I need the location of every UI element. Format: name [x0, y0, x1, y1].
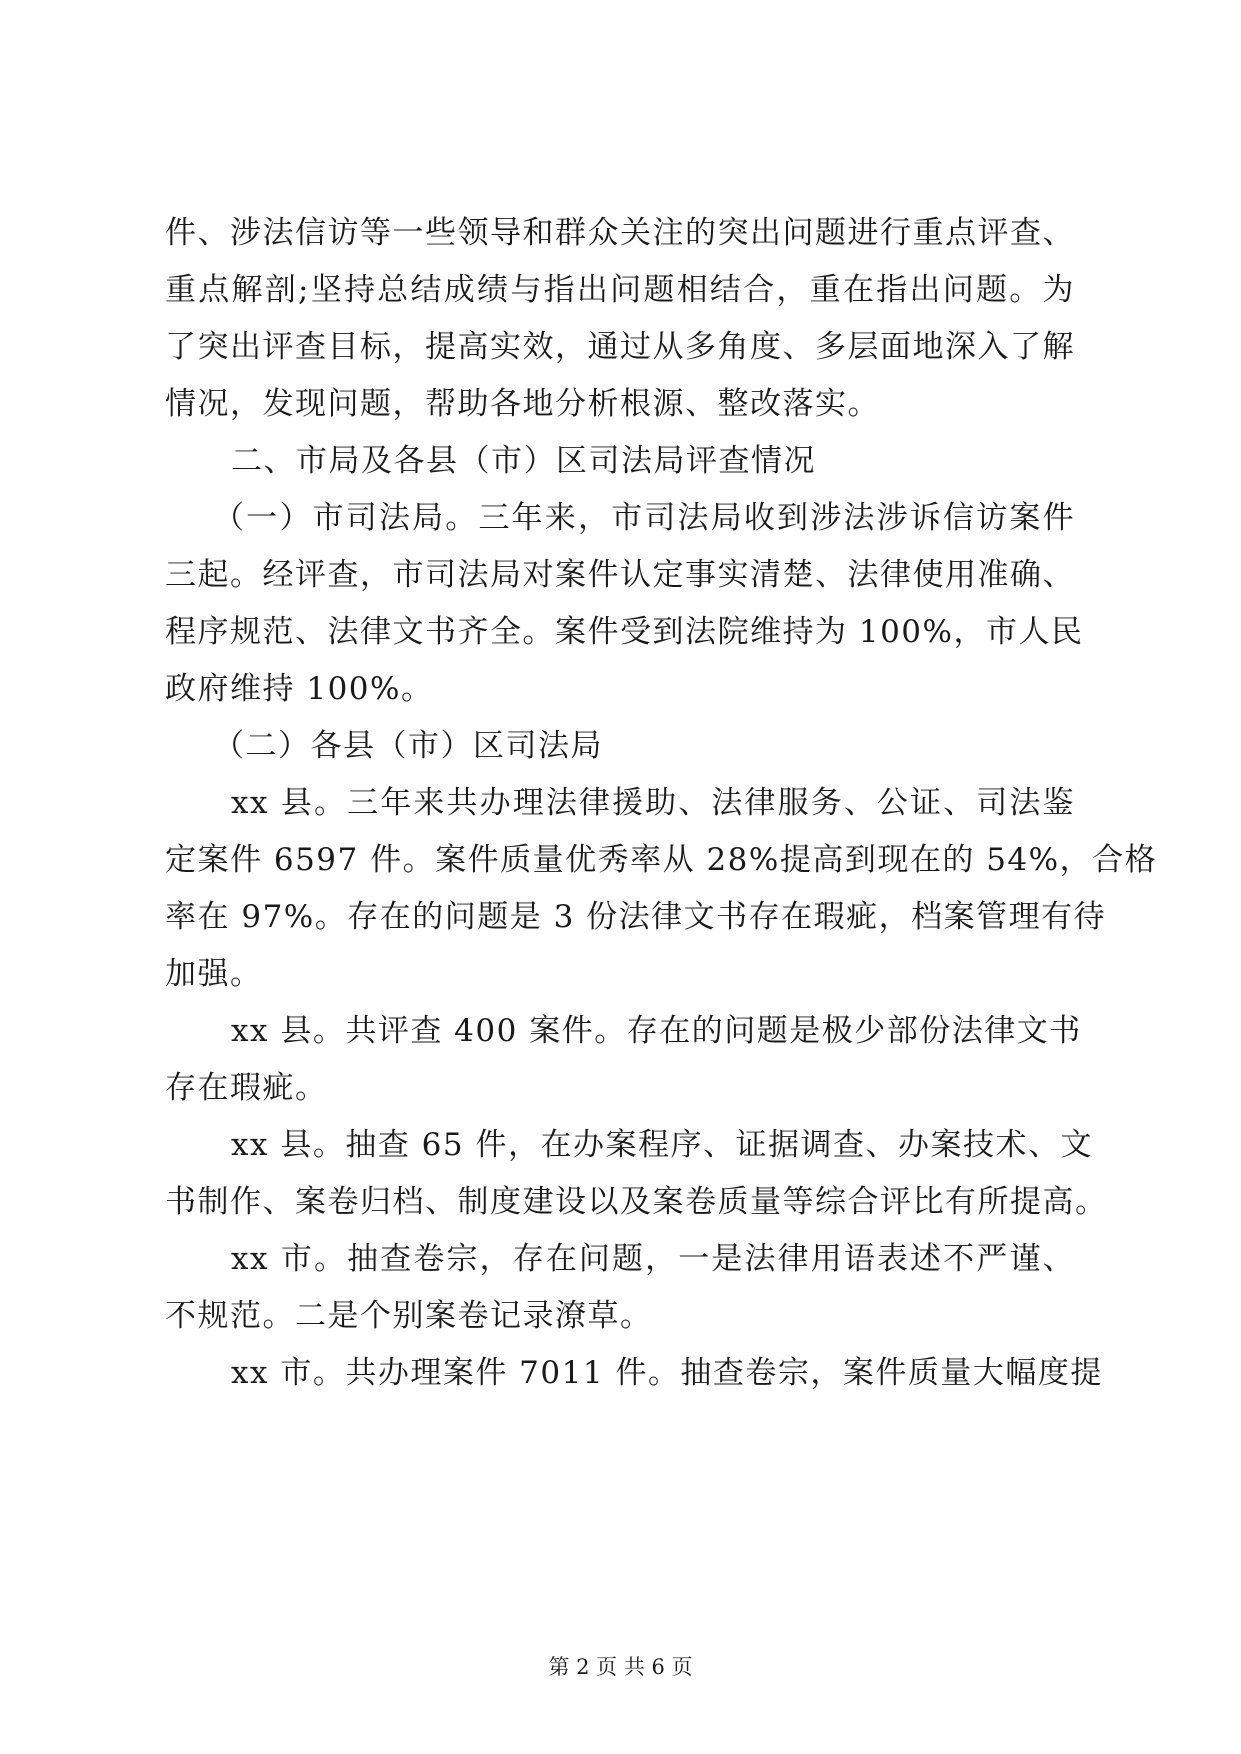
text-line: 存在瑕疵。 — [165, 1070, 328, 1106]
text-line: 书制作、案卷归档、制度建设以及案卷质量等综合评比有所提高。 — [165, 1184, 1108, 1220]
text-line: 程序规范、法律文书齐全。案件受到法院维持为 100%，市人民 — [165, 614, 1084, 650]
text-line: 定案件 6597 件。案件质量优秀率从 28%提高到现在的 54%，合格 — [165, 842, 1158, 878]
subsection-heading: （二）各县（市）区司法局 — [213, 728, 603, 764]
text-line: xx 市。抽查卷宗，存在问题，一是法律用语表述不严谨、 — [231, 1241, 1075, 1277]
text-line: 三起。经评查，市司法局对案件认定事实清楚、法律使用准确、 — [165, 557, 1075, 593]
text-line: xx 市。共办理案件 7011 件。抽查卷宗，案件质量大幅度提 — [231, 1355, 1103, 1391]
text-line: 不规范。二是个别案卷记录潦草。 — [165, 1298, 653, 1334]
text-line: 重点解剖;坚持总结成绩与指出问题相结合，重在指出问题。为 — [165, 272, 1075, 308]
text-line: xx 县。抽查 65 件，在办案程序、证据调查、办案技术、文 — [231, 1127, 1093, 1163]
text-line: 率在 97%。存在的问题是 3 份法律文书存在瑕疵，档案管理有待 — [165, 899, 1107, 935]
text-line: 情况，发现问题，帮助各地分析根源、整改落实。 — [165, 386, 880, 422]
document-body — [165, 205, 1158, 1402]
text-line: （一）市司法局。三年来，市司法局收到涉法涉诉信访案件 — [213, 500, 1075, 536]
section-heading: 二、市局及各县（市）区司法局评查情况 — [231, 443, 816, 479]
text-line: 政府维持 100%。 — [165, 671, 434, 707]
text-line: xx 县。共评查 400 案件。存在的问题是极少部份法律文书 — [231, 1013, 1082, 1049]
text-line: xx 县。三年来共办理法律援助、法律服务、公证、司法鉴 — [231, 785, 1075, 821]
page-footer: 第 2 页 共 6 页 — [548, 1655, 693, 1679]
text-line: 加强。 — [165, 956, 263, 992]
text-line: 了突出评查目标，提高实效，通过从多角度、多层面地深入了解 — [165, 329, 1075, 365]
text-line: 件、涉法信访等一些领导和群众关注的突出问题进行重点评查、 — [165, 215, 1075, 251]
